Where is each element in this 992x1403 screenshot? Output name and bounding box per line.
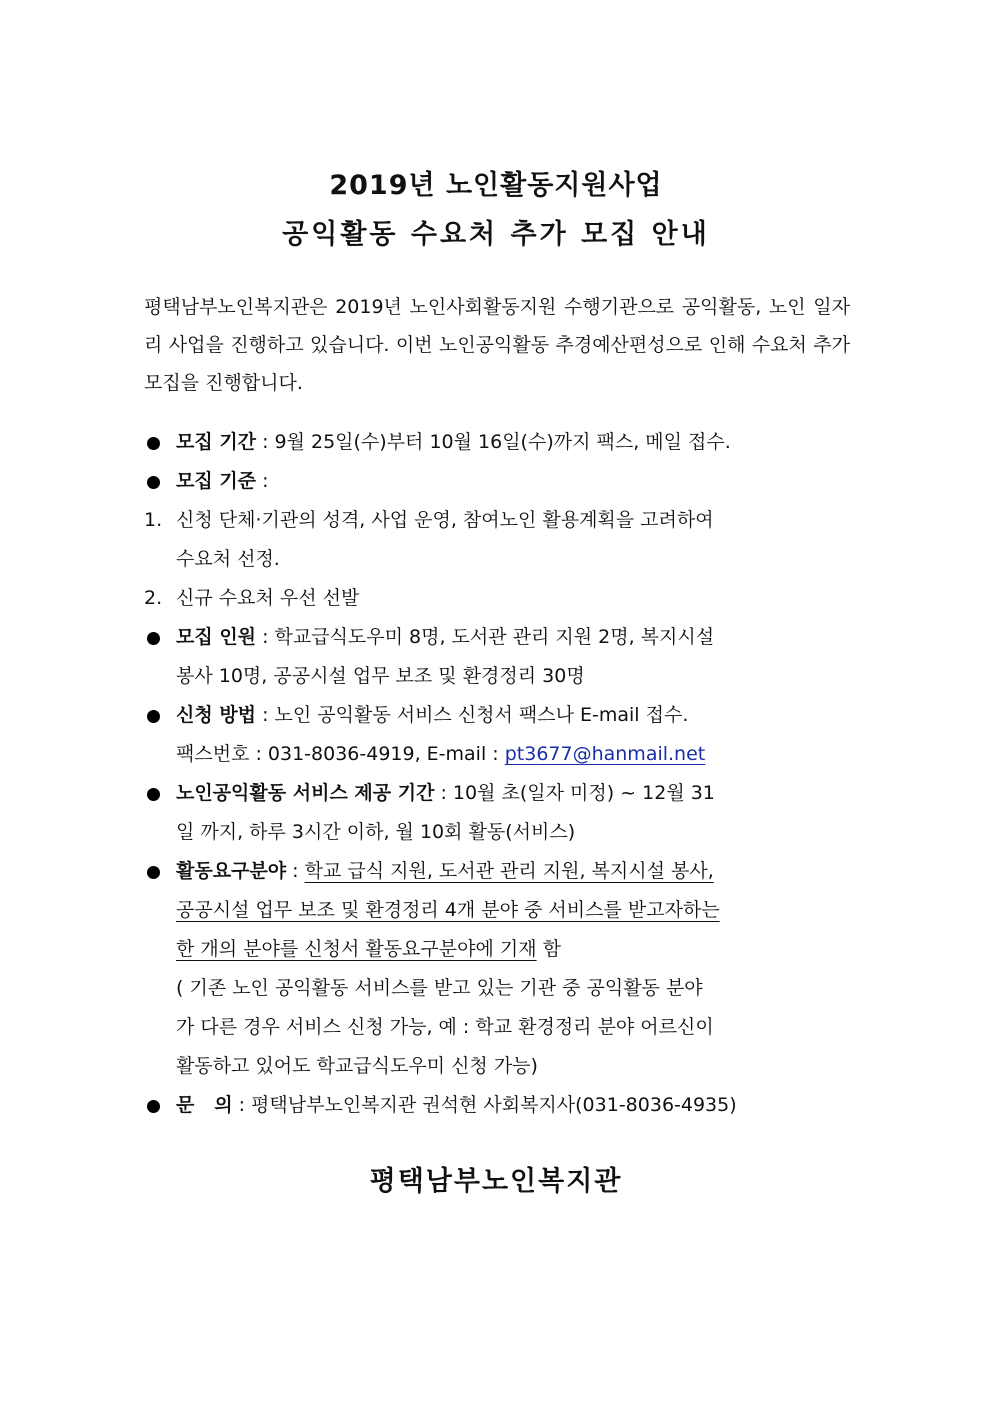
inquiry-label: 문 의 <box>176 1094 233 1116</box>
period-text: : 9월 25일(수)부터 10월 16일(수)까지 팩스, 메일 접수. <box>256 431 731 453</box>
field-note-1: ( 기존 노인 공익활동 서비스를 받고 있는 기관 중 공익활동 분야 <box>176 977 703 999</box>
criteria-label: 모집 기준 <box>176 470 257 492</box>
period-label: 모집 기간 <box>176 431 257 453</box>
bullet-icon <box>147 437 160 450</box>
criteria-sub1-line1: 신청 단체·기관의 성격, 사업 운영, 참여노인 활용계획을 고려하여 <box>176 509 714 531</box>
bullet-icon <box>147 632 160 645</box>
field-separator: : <box>286 860 305 882</box>
criteria-sub2-number: 2. <box>144 587 163 609</box>
method-label: 신청 방법 <box>176 704 257 726</box>
field-underlined-1: 학교 급식 지원, 도서관 관리 지원, 복지시설 봉사, <box>304 860 714 882</box>
bullet-icon <box>147 710 160 723</box>
criteria-text: : <box>256 470 269 492</box>
bullet-icon <box>147 476 160 489</box>
service-period-label: 노인공익활동 서비스 제공 기간 <box>176 782 435 804</box>
title-line-1: 2019년 노인활동지원사업 <box>329 170 663 201</box>
organization-name: 평택남부노인복지관 <box>369 1166 623 1197</box>
method-line1: : 노인 공익활동 서비스 신청서 팩스나 E-mail 접수. <box>256 704 689 726</box>
field-tail: 함 <box>536 938 561 960</box>
bullet-icon <box>147 1100 160 1113</box>
criteria-sub2-text: 신규 수요처 우선 선발 <box>176 587 360 609</box>
field-label: 활동요구분야 <box>176 860 287 882</box>
personnel-label: 모집 인원 <box>176 626 257 648</box>
criteria-sub1-number: 1. <box>144 509 163 531</box>
method-fax: 팩스번호 : 031-8036-4919, E-mail : <box>176 743 505 765</box>
inquiry-text: : 평택남부노인복지관 권석현 사회복지사(031-8036-4935) <box>232 1094 737 1116</box>
personnel-line2: 봉사 10명, 공공시설 업무 보조 및 환경정리 30명 <box>176 665 585 687</box>
email-link[interactable]: pt3677@hanmail.net <box>504 743 706 765</box>
service-period-line2: 일 까지, 하루 3시간 이하, 월 10회 활동(서비스) <box>176 821 576 843</box>
bullet-icon <box>147 866 160 879</box>
service-period-line1: : 10월 초(일자 미정) ~ 12월 31 <box>434 782 715 804</box>
bullet-icon <box>147 788 160 801</box>
criteria-sub1-line2: 수요처 선정. <box>176 548 280 570</box>
intro-paragraph: 평택남부노인복지관은 2019년 노인사회활동지원 수행기관으로 공익활동, 노인 일자리 사업을 진행하고 있습니다. 이번 노인공익활동 추경예산편성으로 인해 수요처 추가 모집을 진행합니다. <box>144 296 850 394</box>
title-line-2: 공익활동 수요처 추가 모집 안내 <box>282 219 710 250</box>
field-underlined-2: 공공시설 업무 보조 및 환경정리 4개 분야 중 서비스를 받고자하는 <box>176 899 720 921</box>
personnel-line1: : 학교급식도우미 8명, 도서관 관리 지원 2명, 복지시설 <box>256 626 715 648</box>
field-underlined-3: 한 개의 분야를 신청서 활동요구분야에 기재 <box>176 938 537 960</box>
field-note-3: 활동하고 있어도 학교급식도우미 신청 가능) <box>176 1055 538 1077</box>
field-note-2: 가 다른 경우 서비스 신청 가능, 예 : 학교 환경정리 분야 어르신이 <box>176 1016 714 1038</box>
